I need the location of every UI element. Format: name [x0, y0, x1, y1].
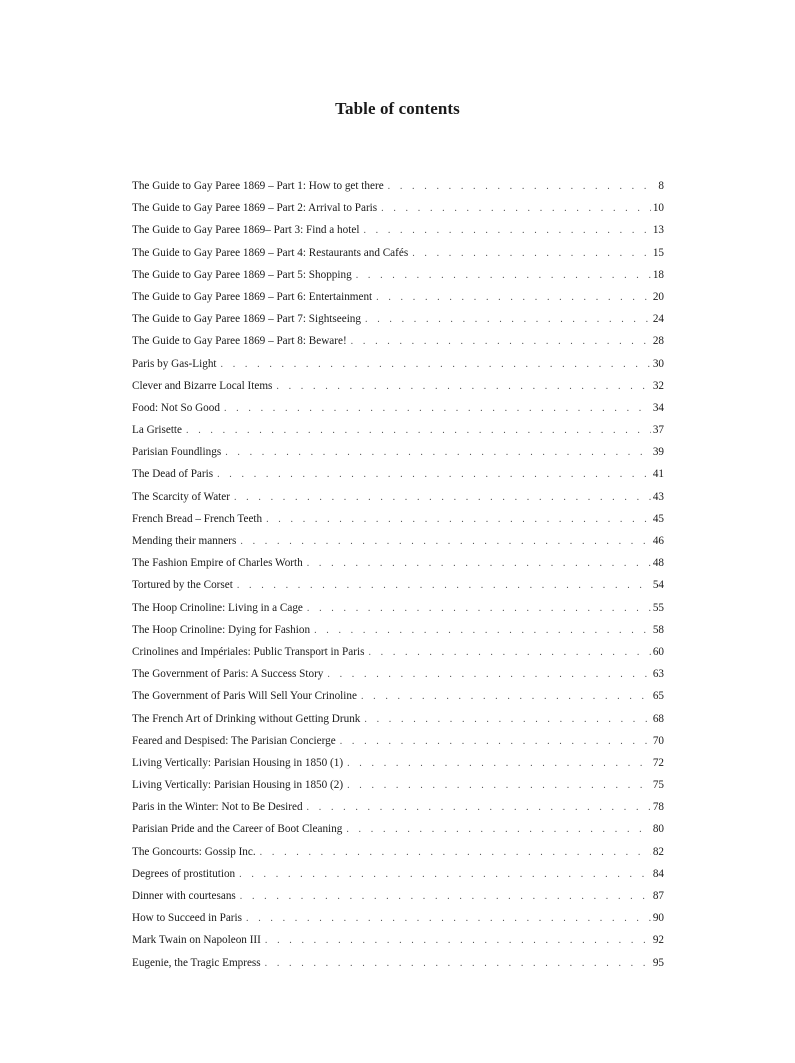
toc-entry-page: 41 [652, 468, 664, 481]
toc-entry-title: The Dead of Paris [132, 468, 214, 481]
toc-entry-title: Parisian Foundlings [132, 446, 222, 459]
toc-entry-page: 84 [652, 867, 664, 880]
toc-entry[interactable] [132, 508, 664, 530]
toc-entry-title: Degrees of prostitution [132, 867, 236, 880]
toc-entry-title: The Scarcity of Water [132, 490, 230, 503]
toc-entry-title: La Grisette [132, 424, 183, 437]
dot-leader [260, 842, 651, 863]
dot-leader [221, 354, 651, 375]
toc-entry-page: 48 [652, 557, 664, 570]
dot-leader [307, 797, 651, 818]
toc-entry-title: The Goncourts: Gossip Inc. [132, 845, 256, 858]
dot-leader [217, 464, 651, 485]
dot-leader [239, 864, 651, 885]
toc-entry-title: The Guide to Gay Paree 1869 – Part 2: Arrival to Paris [132, 202, 378, 215]
dot-leader [314, 620, 651, 641]
toc-entry[interactable] [132, 818, 664, 840]
dot-leader [307, 598, 651, 619]
toc-entry[interactable] [132, 286, 664, 308]
toc-entry-page: 43 [652, 490, 664, 503]
toc-entry-title: Crinolines and Impériales: Public Transport in Paris [132, 645, 365, 658]
dot-leader [361, 686, 651, 707]
toc-entry-page: 72 [652, 756, 664, 769]
toc-entry-title: Living Vertically: Parisian Housing in 1850 (2) [132, 779, 344, 792]
toc-entry-title: Dinner with courtesans [132, 890, 236, 902]
dot-leader [412, 243, 651, 264]
dot-leader [240, 531, 650, 552]
toc-entry-title: The Guide to Gay Paree 1869 – Part 8: Beware! [132, 335, 347, 348]
toc-entry-page: 46 [652, 535, 664, 547]
toc-entry-page: 37 [652, 424, 664, 437]
toc-entry[interactable] [132, 242, 664, 264]
dot-leader [365, 309, 651, 330]
toc-entry[interactable] [132, 574, 664, 596]
toc-entry-page: 90 [652, 912, 664, 925]
toc-entry-page: 95 [652, 956, 664, 969]
toc-entry-page: 18 [652, 268, 664, 281]
toc-entry[interactable] [132, 619, 664, 641]
toc-entry-page: 82 [652, 845, 664, 858]
page-title: Table of contents [335, 99, 460, 118]
toc-entry-page: 87 [652, 890, 664, 902]
toc-entry-page: 28 [652, 335, 664, 348]
dot-leader [364, 709, 650, 730]
toc-entry[interactable] [132, 419, 664, 441]
toc-entry-page: 32 [652, 379, 664, 392]
toc-entry-title: The Guide to Gay Paree 1869 – Part 4: Restaurants and Cafés [132, 246, 409, 259]
toc-entry[interactable] [132, 308, 664, 330]
toc-entry[interactable] [132, 952, 664, 974]
toc-entry[interactable] [132, 530, 664, 552]
toc-entry-title: The Guide to Gay Paree 1869 – Part 6: Entertainment [132, 290, 373, 303]
toc-entry-page: 78 [652, 801, 664, 814]
toc-entry-title: How to Succeed in Paris [132, 912, 242, 925]
toc-entry-title: The Hoop Crinoline: Living in a Cage [132, 601, 303, 614]
dot-leader [356, 265, 651, 286]
toc-entry-title: The Guide to Gay Paree 1869 – Part 1: How to get there [132, 180, 384, 192]
dot-leader [351, 331, 651, 352]
toc-entry-title: The Hoop Crinoline: Dying for Fashion [132, 623, 311, 636]
toc-entry[interactable] [132, 486, 664, 508]
toc-entry-page: 45 [652, 512, 664, 525]
toc-entry-title: Clever and Bizarre Local Items [132, 379, 273, 392]
dot-leader [186, 420, 651, 441]
toc-entry[interactable] [132, 796, 664, 818]
toc-entry[interactable] [132, 219, 664, 241]
toc-entry-page: 75 [652, 779, 664, 792]
toc-entry[interactable] [132, 175, 664, 197]
toc-entry[interactable] [132, 907, 664, 929]
toc-entry[interactable] [132, 730, 664, 752]
toc-entry-title: Food: Not So Good [132, 401, 220, 414]
toc-entry-title: The Fashion Empire of Charles Worth [132, 557, 303, 570]
toc-entry-title: Parisian Pride and the Career of Boot Cleaning [132, 823, 343, 836]
toc-entry[interactable] [132, 863, 664, 885]
dot-leader [340, 731, 651, 752]
toc-entry-page: 39 [652, 446, 664, 459]
dot-leader [265, 953, 651, 974]
toc-entry[interactable] [132, 663, 664, 685]
toc-entry-page: 54 [652, 579, 664, 592]
dot-leader [307, 553, 651, 574]
toc-entry[interactable] [132, 397, 664, 419]
toc-entry-title: Paris in the Winter: Not to Be Desired [132, 801, 303, 814]
toc-entry-title: Tortured by the Corset [132, 579, 233, 592]
toc-entry-page: 63 [652, 668, 664, 681]
toc-entry[interactable] [132, 330, 664, 352]
toc-entry-title: The Government of Paris Will Sell Your Crinoline [132, 690, 357, 703]
toc-entry-title: Feared and Despised: The Parisian Concierge [132, 734, 336, 747]
toc-entry[interactable] [132, 685, 664, 707]
toc-entry[interactable] [132, 441, 664, 463]
dot-leader [265, 930, 651, 951]
toc-entry[interactable] [132, 885, 664, 907]
dot-leader [246, 908, 651, 929]
toc-entry[interactable] [132, 774, 664, 796]
dot-leader [327, 664, 650, 685]
toc-entry-title: The Guide to Gay Paree 1869 – Part 5: Shopping [132, 268, 352, 281]
toc-entry-title: French Bread – French Teeth [132, 512, 263, 525]
toc-entry-page: 20 [652, 290, 664, 303]
dot-leader [266, 509, 651, 530]
toc-entry[interactable] [132, 597, 664, 619]
toc-entry-page: 34 [652, 401, 664, 414]
toc-entry-title: The Guide to Gay Paree 1869– Part 3: Find a hotel [132, 224, 360, 237]
dot-leader [234, 487, 651, 508]
dot-leader [276, 376, 650, 397]
toc-entry-title: Paris by Gas-Light [132, 357, 217, 370]
dot-leader [381, 198, 651, 219]
dot-leader [376, 287, 651, 308]
toc-entry-title: Mark Twain on Napoleon III [132, 934, 261, 947]
toc-entry[interactable] [132, 375, 664, 397]
toc-entry-page: 70 [652, 734, 664, 747]
toc-entry-title: Living Vertically: Parisian Housing in 1850 (1) [132, 756, 344, 769]
dot-leader [347, 753, 651, 774]
dot-leader [225, 442, 651, 463]
toc-entry[interactable] [132, 708, 664, 730]
toc-entry-page: 55 [652, 601, 664, 614]
toc-entry-page: 68 [652, 712, 664, 725]
dot-leader [346, 819, 650, 840]
toc-entry[interactable] [132, 353, 664, 375]
toc-entry-page: 30 [652, 357, 664, 370]
dot-leader [224, 398, 651, 419]
dot-leader [347, 775, 651, 796]
toc-entry[interactable] [132, 929, 664, 951]
toc-entry[interactable] [132, 841, 664, 863]
toc-entry-title: The Guide to Gay Paree 1869 – Part 7: Sightseeing [132, 313, 361, 326]
toc-entry-page: 60 [652, 645, 664, 658]
toc-entry-page: 24 [652, 313, 664, 326]
toc-entry[interactable] [132, 463, 664, 485]
toc-entry-page: 92 [652, 934, 664, 947]
toc-entry[interactable] [132, 264, 664, 286]
toc-entry[interactable] [132, 752, 664, 774]
dot-leader [388, 176, 657, 197]
dot-leader [237, 575, 651, 596]
dot-leader [368, 642, 650, 663]
dot-leader [240, 886, 651, 907]
toc-entry-page: 15 [652, 246, 664, 259]
toc-entry[interactable] [132, 641, 664, 663]
toc-entry-title: The French Art of Drinking without Getting Drunk [132, 712, 361, 725]
toc-entry-page: 10 [652, 202, 664, 215]
toc-entry[interactable] [132, 552, 664, 574]
toc-entry-title: The Government of Paris: A Success Story [132, 668, 324, 681]
toc-entry-page: 8 [658, 180, 664, 192]
toc-entry-page: 65 [652, 690, 664, 703]
dot-leader [363, 220, 650, 241]
toc-entry-title: Mending their manners [132, 535, 237, 547]
toc-entry-page: 80 [652, 823, 664, 836]
toc-list [132, 175, 664, 974]
toc-entry[interactable] [132, 197, 664, 219]
toc-entry-title: Eugenie, the Tragic Empress [132, 956, 261, 969]
toc-entry-page: 13 [652, 224, 664, 237]
toc-entry-page: 58 [652, 623, 664, 636]
